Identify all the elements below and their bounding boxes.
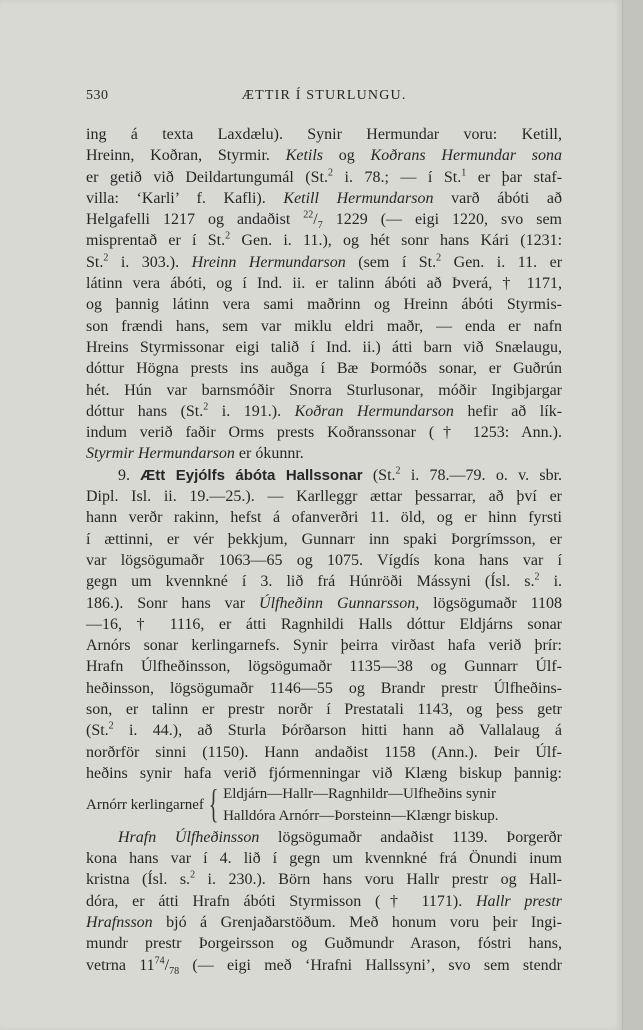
text-line: Arnórs sonar kerlingarnefs. Synir þeirra virðast hafa verið þrír: <box>86 637 562 655</box>
text-line: látinn vera ábóti, og í Ind. ii. er talinn ábóti að Þverá, † 1171, <box>86 275 562 293</box>
section-title: Ætt Eyjólfs ábóta Hallssonar <box>140 466 363 484</box>
text-line: og þannig látinn vera sami maðrinn og Hreinn ábóti Styrmis- <box>86 296 562 314</box>
text-line: Hrafnsson bjó á Grenjaðarstöðum. Með honum voru þeir Ingi- <box>86 913 563 931</box>
text-line: hét. Hún var barnsmóðir Snorra Sturlusonar, móðir Ingibjargar <box>86 381 562 399</box>
body-text <box>86 124 562 976</box>
text-line: er getið við Deildartungumál (St.$^2$ i. 78.; — í St.$^1$ er þar staf- <box>86 167 563 186</box>
text-line: (St.$^2$ i. 44.), að Sturla Þórðarson hitti hann að Vallalaug á <box>86 720 562 740</box>
text-line: Hreinn, Koðran, Styrmir. Ketils og Koðrans Hermundar sona <box>86 147 563 165</box>
text-line: Hrafn Úlfheðinsson, lögsögumaðr 1135—38 og Gunnarr Úlf- <box>86 658 562 676</box>
running-head: ÆTTIR Í STURLUNGU. <box>241 88 407 103</box>
text-line: Hreins Styrmissonar eigi talið í Ind. ii.) átti barn við Snælaugu, <box>86 338 562 356</box>
page-header <box>86 88 562 108</box>
genealogy-diagram <box>86 780 562 827</box>
text-line: son, er talinn er prestr norðr í Prestatali 1143, og þess getr <box>86 701 562 719</box>
genealogy-root: Arnórr kerlingarnef <box>86 796 204 813</box>
text-line: villa: ‘Karli’ f. Kafli). Ketill Hermundarson varð ábóti að <box>86 189 562 207</box>
text-line: vetrna $11^{74}/_{78}$ (— eigi með ‘Hrafni Hallssyni’, svo sem stendr <box>86 955 563 977</box>
text-line: ing á texta Laxdælu). Synir Hermundar voru: Ketill, <box>86 126 562 143</box>
text-line: gegn um kvennkné í 3. lið frá Húnröði Mássyni (Ísl. s.$^2$ i. <box>86 571 563 591</box>
text-line: mundr prestr Þorgeirsson og Guðmundr Arason, fóstri hans, <box>86 935 562 953</box>
text-line: Styrmir Hermundarson er ókunnr. <box>86 445 304 463</box>
page-number: 530 <box>86 88 109 103</box>
text-line: Dipl. Isl. ii. 19.—25.). — Karlleggr ættar þessarrar, að því er <box>86 488 562 506</box>
text-line: Helgafelli 1217 og andaðist $^{22}/_7$ 1229 (— eigi 1220, svo sem <box>86 209 562 232</box>
text-line: —16, † 1116, er átti Ragnhildi Halls dóttur Eldjárns sonar <box>86 615 562 633</box>
text-line: heðinsson, lögsögumaðr 1146—55 og Brandr prestr Úlfheðins- <box>86 679 562 697</box>
text-line: hann verðr rakinn, hefst á ofanverðri 11. öld, og er hinn fyrsti <box>86 509 562 527</box>
text-line: dóra, er átti Hrafn ábóti Styrmisson († 1171). Hallr prestr <box>86 892 563 910</box>
brace-glyph: { <box>208 780 219 826</box>
text-line: kona hans var í 4. lið í gegn um kvennkné frá Önundi inum <box>86 850 562 868</box>
genealogy-branch: Eldjárn—Hallr—Ragnhildr—Ulfheðins synir <box>223 786 496 803</box>
text-line: heðins synir hafa verið fjórmenningar við Klæng biskup þannig: <box>86 764 562 782</box>
text-line: dóttur hans (St.$^2$ i. 191.). Koðran Hermundarson hefir að lík- <box>86 401 563 420</box>
text-line: misprentað er í St.$^2$ Gen. i. 11.), og hét sonr hans Kári (1231: <box>86 231 563 250</box>
text-line: norðrför sinni (1150). Hann andaðist 1158 (Ann.). Þeir Úlf- <box>86 743 562 761</box>
text-line: dóttur Högna prests ins auðga í Bæ Þormóðs sonar, er Guðrún <box>86 360 562 378</box>
section-heading-line: 9. Ætt Eyjólfs ábóta Hallssonar (St.$^2$ i. 78.—79. o. v. sbr. <box>118 465 563 484</box>
text-line: kristna (Ísl. s.$^2$ i. 230.). Börn hans voru Hallr prestr og Hall- <box>86 870 562 889</box>
genealogy-branch: Halldóra Arnórr—Þorsteinn—Klængr biskup. <box>223 807 499 824</box>
text-line: Hrafn Úlfheðinsson lögsögumaðr andaðist 1139. Þorgerðr <box>118 828 562 846</box>
text-line: indum verið faðir Orms prests Koðranssonar († 1253: Ann.). <box>86 424 562 442</box>
text-line: son frændi hans, sem var miklu eldri maðr, — enda er nafn <box>86 317 562 335</box>
page-edge <box>622 0 643 1030</box>
text-line: í ættinni, er vér þekkjum, Gunnarr inn spaki Þorgrímsson, er <box>86 530 562 548</box>
text-line: 186.). Sonr hans var Úlfheðinn Gunnarsson, lögsögumaðr 1108 <box>86 594 563 612</box>
text-line: St.$^2$ i. 303.). Hreinn Hermundarson (sem í St.$^2$ Gen. i. 11. er <box>86 252 563 271</box>
text-line: var lögsögumaðr 1063—65 og 1075. Vígdís kona hans var í <box>86 551 562 569</box>
